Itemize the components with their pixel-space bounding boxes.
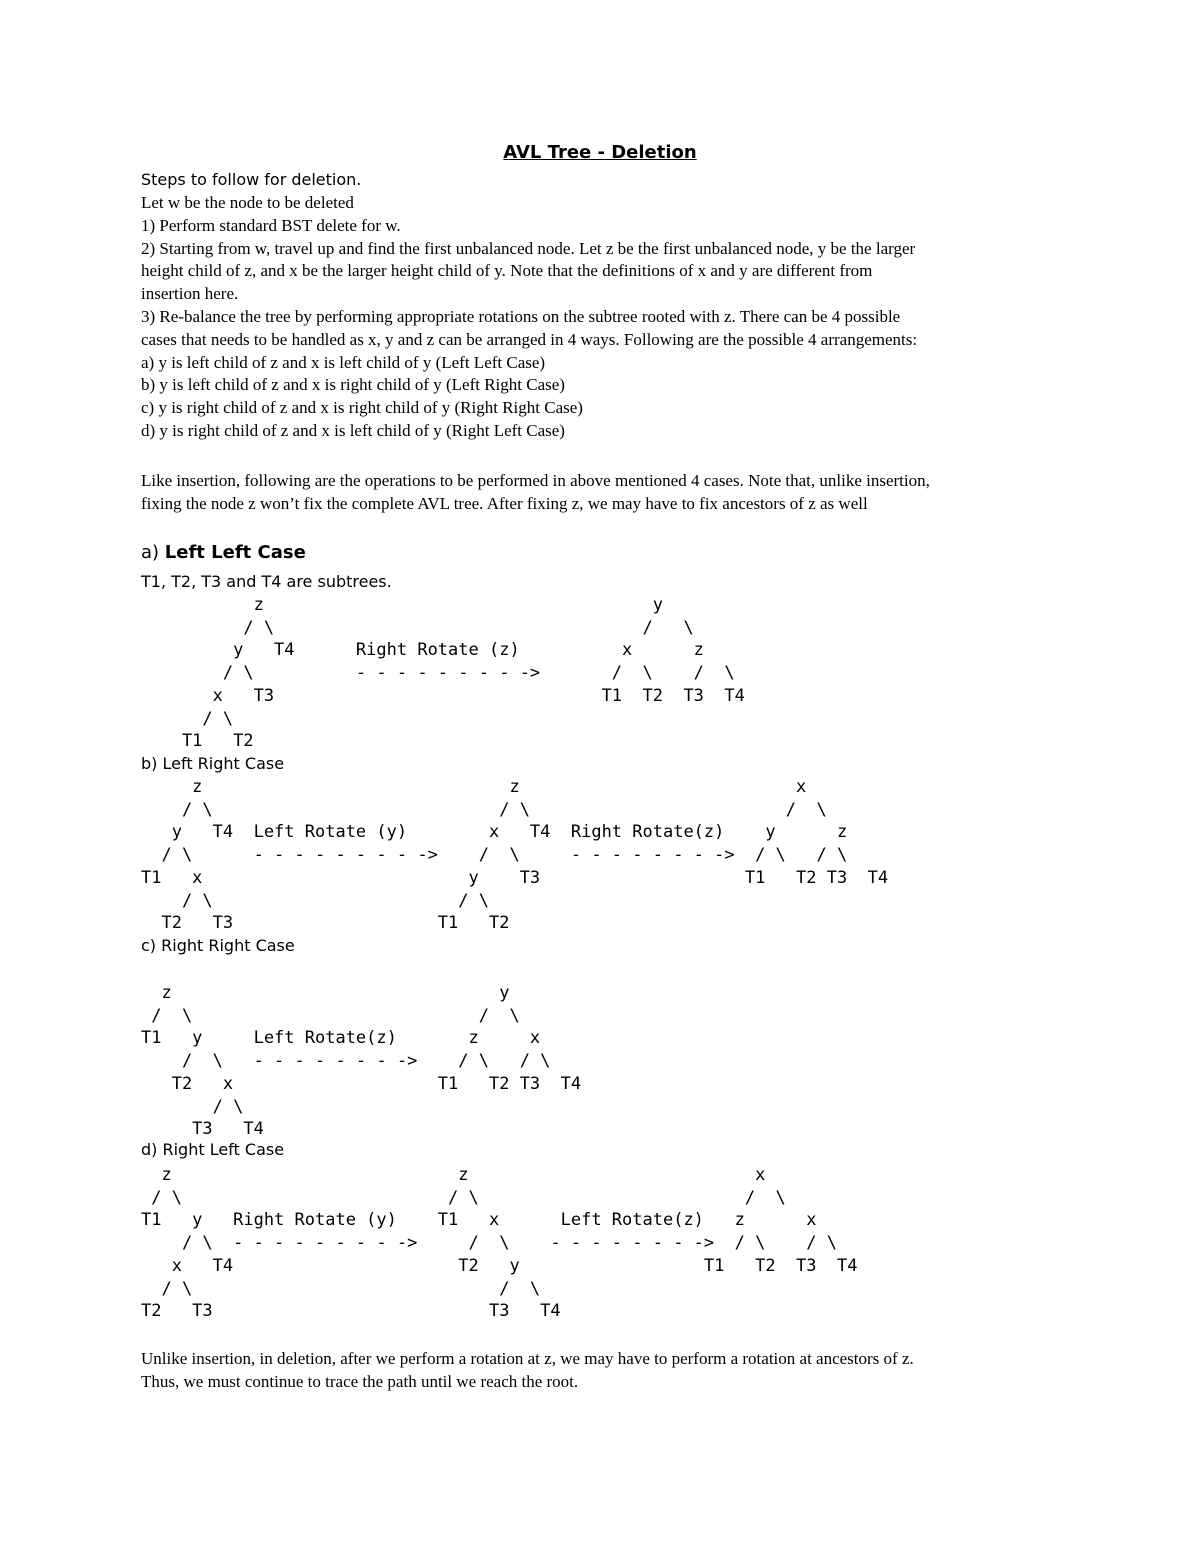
step-line: 3) Re-balance the tree by performing appropriate rotations on the subtree rooted with z. There can be 4 possible [141,306,901,326]
case-a-title: Left Left Case [164,542,306,563]
step-line: 1) Perform standard BST delete for w. [141,215,401,235]
step-line: insertion here. [141,284,239,304]
case-b-diagram: z z x / \ / \ / \ y T4 Left Rotate (y) x T4 Right Rotate(z) y z / \ - - - - - - - - -> / \ - - - - - - - -> / \ / \ T1 x y T3 T1 T2 T3 T4 / \ / \ T2 T3 T1 T2 [141,777,889,934]
steps-heading: Steps to follow for deletion. [141,170,362,189]
closing-paragraph [141,1348,914,1394]
step-line: Let w be the node to be deleted [141,193,354,212]
note-paragraph [141,470,1071,516]
case-d-title: d) Right Left Case [141,1140,285,1159]
step-line: b) y is left child of z and x is right child of y (Left Right Case) [141,375,565,395]
case-c-diagram: z y / \ / \ T1 y Left Rotate(z) z x / \ - - - - - - - -> / \ / \ T2 x T1 T2 T3 T4 / \ T3 T4 [141,983,582,1140]
note-line: fixing the node z won’t fix the complete AVL tree. After fixing z, we may have to fix ancestors of z as well [141,493,868,513]
step-line: d) y is right child of z and x is left child of y (Right Left Case) [141,420,565,440]
page-title: AVL Tree - Deletion [503,142,697,163]
case-c-title: c) Right Right Case [141,936,295,955]
closing-line: Thus, we must continue to trace the path until we reach the root. [141,1371,579,1391]
step-line: a) y is left child of z and x is left child of y (Left Left Case) [141,352,546,372]
case-a-diagram: z y / \ / \ y T4 Right Rotate (z) x z / \ - - - - - - - - -> / \ / \ x T3 T1 T2 T3 T4 / \ T1 T2 [181,595,745,752]
case-a-subtitle: T1, T2, T3 and T4 are subtrees. [141,572,392,591]
case-d-diagram: z z x / \ / \ / \ T1 y Right Rotate (y) T1 x Left Rotate(z) z x / \ - - - - - - - - -> / \ - - - - - - - -> / \ / \ x T4 T2 y T1 T2 T3 T4 / \ / \ T2 T3 T3 T4 [141,1165,858,1322]
note-line: Like insertion, following are the operations to be performed in above mentioned 4 cases. Note that, unlike insertion, [141,471,930,490]
step-line: height child of z, and x be the larger height child of y. Note that the definitions of x and y are different from [141,261,873,281]
case-b-title: b) Left Right Case [141,754,285,773]
step-line: cases that needs to be handled as x, y and z can be arranged in 4 ways. Following are the possible 4 arrangements: [141,329,918,349]
step-line: c) y is right child of z and x is right child of y (Right Right Case) [141,398,583,418]
step-line: 2) Starting from w, travel up and find the first unbalanced node. Let z be the first unbalanced node, y be the larger [141,238,916,258]
steps-list [141,192,1071,443]
closing-line: Unlike insertion, in deletion, after we perform a rotation at z, we may have to perform a rotation at ancestors of z. [141,1349,914,1368]
case-a-prefix: a) [141,542,165,563]
case-a-heading [141,542,306,563]
